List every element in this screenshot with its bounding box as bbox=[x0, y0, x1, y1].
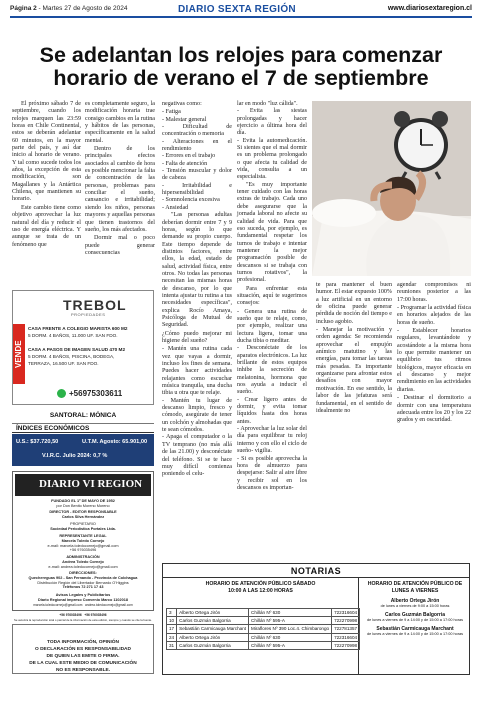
paragraph: "Es muy importante tener cuidado con las horas extras de trabajo. Cada uno debe asegurarse que la jornada laboral no afecte su calidad de vida. Para que eso suceda, por ejemplo, es fundamental respetar los turnos de trabajo e intentar mantener la mejor programación posible de descansos si se trabaja con turnos rotativos", la profesional. bbox=[237, 181, 307, 284]
whatsapp-icon bbox=[57, 389, 66, 398]
contact-phones: +56 976035496 +56 976035496 bbox=[59, 613, 107, 617]
list-item: - Somnolencia excesiva bbox=[162, 197, 220, 204]
list-item: - Dificultad de concentración o memoria bbox=[162, 124, 232, 138]
notary-name: Sebastián Carmicauga Marchant bbox=[376, 626, 454, 632]
usd-index: U.S.: $37.720,50 bbox=[16, 439, 59, 445]
indices-panel bbox=[12, 434, 154, 466]
list-item: - Genera una rutina de sueño que te relaje, como, por ejemplo, realizar una lectura ligera, tomar una ducha tibia o meditar. bbox=[237, 308, 307, 344]
santoral: SANTORAL: MÓNICA bbox=[12, 412, 154, 424]
notarias-title: NOTARIAS bbox=[163, 564, 469, 578]
saturday-table bbox=[166, 608, 360, 650]
legal-rep: REPRESENTANTE LEGAL Marcela Toledo Cornejo e-mail: marcela.toledocornejo@gmail.com +56 976035496 bbox=[47, 534, 119, 553]
paragraph: es completamente seguro, la modificación horaria trae consigo cambios en la rutina y hábitos de las personas, específicamente en la salud mental. bbox=[85, 101, 155, 144]
article-col-6 bbox=[397, 282, 471, 426]
paragraph: - Destinar el dormitorio a dormir con una temperatura adecuada entre los 20 y los 22 grados y en oscuridad. bbox=[397, 395, 471, 424]
list-item: - Mantén una rutina cada vez que vayas a dormir, incluso los fines de semana. Puedes hacer actividades relajantes como escuchar música tranquila, una ducha tibia u otra que te relaje. bbox=[162, 346, 232, 397]
saturday-schedule bbox=[163, 578, 359, 675]
saturday-hours: 10:00 A LAS 12:00 HORAS bbox=[228, 588, 293, 594]
list-item: - Evita las siestas prolongadas y hacer ejercicio a última hora del día. bbox=[237, 108, 307, 137]
tips-list bbox=[237, 101, 307, 182]
article-col-5 bbox=[316, 282, 392, 416]
tips-list bbox=[162, 346, 232, 478]
list-item: - Errores en el trabajo bbox=[162, 153, 216, 160]
list-item: - Tensión muscular y dolor de cabeza bbox=[162, 168, 232, 182]
notarias-box bbox=[162, 563, 470, 675]
founded: FUNDADO EL 1º DE MAYO DE 1952 por Don Benito Moreno Moreno bbox=[51, 499, 115, 508]
man-with-alarm-clock-illustration bbox=[312, 101, 471, 276]
weekday-subtitle: LUNES A VIERNES bbox=[391, 588, 439, 594]
legal-notices: Avisos Legales y Publicitarios Diario Regional impreso Convenio Marco 1102018 bbox=[38, 593, 128, 602]
notary-schedule: de lunes a viernes de 9 a 14:00 y de 15:00 a 17:00 horas bbox=[366, 618, 464, 622]
table-row: 24 Alberto Ortega Jirón Chillán Nº 630 722316604 bbox=[167, 633, 360, 641]
effects-list bbox=[162, 109, 232, 212]
trebol-logo-subtitle: PROPIEDADES bbox=[71, 312, 106, 317]
virc-index: V.I.R.C. Julio 2024: 0,7 % bbox=[42, 453, 108, 459]
utm-index: U.T.M. Agosto: 65.901,00 bbox=[82, 439, 148, 445]
article-col-2 bbox=[85, 101, 155, 258]
weekday-schedule bbox=[360, 578, 470, 675]
article-headline: Se adelantan los relojes para comenzar horario de verano el 7 de septiembre bbox=[39, 43, 443, 90]
paragraph: El próximo sábado 7 de septiembre, cuando los relojes marquen las 23:59 horas en Chile Continental, estos se deberán adelantar 60 minutos, en la mayor parte del país, y así dar inicio al horario de verano. Y tal como sucede todos los años, la excepción de esta modificación, son Magallanes y la Antártica Chilena, que mantienen su horario. bbox=[12, 101, 81, 203]
page-number: Página 2 bbox=[10, 5, 37, 12]
list-item: - Malestar general bbox=[162, 116, 207, 123]
notary-name: Alberto Ortega Jirón bbox=[390, 598, 440, 604]
section-title: DIARIO SEXTA REGIÓN bbox=[178, 4, 296, 15]
list-item: - Apaga el computador o la TV temprano (no más allá de las 21.00) y desconéctate del teléfono. Si se te hace muy difícil comienza poniendo el celu- bbox=[162, 434, 232, 478]
table-row: 3 Alberto Ortega Jirón Chillán Nº 630 722316604 bbox=[167, 609, 360, 617]
table-row: 10 Carlos Guzmán Balgorria Chillán Nº 595-A 722270998 bbox=[167, 617, 360, 625]
ad-line: 5 DORM. 4 BAÑOS, 11.000 UF. SAN FDO. bbox=[28, 333, 118, 338]
notary-schedule: de lunes a viernes de 9:00 a 15:00 horas bbox=[380, 604, 450, 608]
article-col-1 bbox=[12, 101, 81, 250]
paragraph: agendar compromisos ni reuniones posterior a las 17:00 horas. bbox=[397, 282, 471, 303]
paragraph: negativas como: bbox=[162, 101, 202, 107]
disclaimer-box: TODA INFORMACIÓN, OPINIÓN O DECLARACIÓN ES RESPONSABILIDAD DE QUIEN LAS EMITE O FIRMA. DE LA CUAL ESTE MEDIO DE COMUNICACIÓN NO ES RESPONSABLE. bbox=[12, 624, 154, 674]
list-item: - Evita la automedicación. Si sientes que el mal dormir es un problema prolongado o que afecta tu calidad de vida, consulta a un especialista. bbox=[237, 137, 307, 181]
list-item: - Fatiga bbox=[162, 109, 181, 116]
site-url[interactable]: www.diariosextaregion.cl bbox=[387, 5, 472, 12]
list-item: - Si es posible aprovecha la hora de almuerzo para despejarse: Salir al aire libre y recibir sol en los descansos es importan- bbox=[237, 455, 307, 491]
paragraph: "Las personas adultas deberían dormir entre 7 y 9 horas, según lo que demande su propio cuerpo. Este tiempo depende de distintos factores, entre ellos, la edad, estado de salud, actividad física, entre otros. No todas las personas necesitan las mismas horas de descanso, por lo que intenta ajustar tu rutina a tus necesidades específicas", explica Rocío Amaya, Psicóloga de Mutual de Seguridad. bbox=[162, 212, 232, 329]
notary-schedule: de lunes a viernes de 9 a 14:00 y de 15:00 a 17:00 horas bbox=[366, 632, 464, 636]
table-row: 17 Sebastián Carmicauga Marchant Miraflores Nº 390 Loc.4. Chimbarongo 722781357 bbox=[167, 625, 360, 633]
list-item: - Alteraciones en el rendimiento bbox=[162, 138, 232, 153]
trebol-real-estate-ad[interactable] bbox=[12, 290, 154, 405]
paragraph: te para mantener el buen humor. El estar expuesto 100% a luz artificial en un entorno de oficina puede generar pérdida de noción del tiempo e incluso agobio. bbox=[316, 282, 392, 325]
addresses: DIRECCIONES: Quechereguas 902 - San Fernando - Provincia de Colchagua Distribución Región del Libertador Bernardo O'Higgins Teléfonos 72 271 17 43 bbox=[28, 571, 138, 590]
saturday-title: HORARIO DE ATENCIÓN PÚBLICO SÁBADO bbox=[205, 581, 316, 587]
list-item: - Aprovechar la luz solar del día para equilibrar tu reloj interno y con ello el ciclo de sueño- vigilia. bbox=[237, 426, 307, 455]
ad-line: TERRAZA, 16.500 UF. SAN FDO. bbox=[28, 361, 99, 366]
ad-phone[interactable]: +56975303611 bbox=[69, 389, 123, 398]
list-item: - Irritabilidad e hipersensibilidad bbox=[162, 182, 232, 197]
director: DIRECTOR - EDITOR RESPONSABLE Carlos Silva Hernández bbox=[49, 510, 117, 519]
paragraph: Para enfrentar esta situación, aquí te sugerimos consejos: bbox=[237, 285, 307, 307]
list-item: - Desconéctate de los aparatos electrónicos. La luz brillante de estos equipos inhibe la secreción de melatonina, hormona que nos ayuda a inducir el sueño. bbox=[237, 345, 307, 396]
list-item: lar en modo "luz cálida". bbox=[237, 101, 298, 107]
list-item: - Ansiedad bbox=[162, 204, 189, 211]
indices-title: ÍNDICES ECONÓMICOS bbox=[12, 425, 154, 433]
article-col-3 bbox=[162, 101, 232, 479]
reproduction-notice: Se autoriza la reproducción total o parcial de la información de esta edición, siempre y cuando se cite la fuente. bbox=[14, 618, 152, 622]
diario-logo: DIARIO VI REGION bbox=[15, 474, 151, 496]
issue-date: - Martes 27 de Agosto de 2024 bbox=[38, 5, 128, 12]
notary-name: Carlos Guzmán Balgorria bbox=[384, 612, 445, 618]
subheading: ¿Cómo puedo mejorar mi higiene del sueño? bbox=[162, 330, 232, 344]
administration: ADMINISTRACIÓN Andrea Toledo Cornejo e-mail: andrea.toledocornejo@gmail.com bbox=[48, 555, 118, 569]
list-item: - Crear ligero antes de dormir, y evita tomar líquidos hasta dos horas antes. bbox=[237, 396, 307, 425]
table-row: 31 Carlos Guzmán Balgorria Chillán Nº 595-A 722270998 bbox=[167, 641, 360, 649]
vende-banner: VENDE bbox=[13, 324, 25, 384]
ad-line: 5 DORM. 4 BAÑOS, PISCINA, BODEGA, bbox=[28, 354, 115, 359]
article-col-4 bbox=[237, 101, 307, 492]
list-item: - Falta de atención bbox=[162, 160, 208, 167]
ad-line: CASA A PASOS DE IMAGEN SALUD 470 M2 bbox=[28, 347, 126, 352]
article-photo bbox=[312, 101, 471, 276]
weekday-title: HORARIO DE ATENCIÓN PÚBLICO DE bbox=[367, 581, 463, 587]
paragraph: Dentro de los principales efectos asociados al cambio de hora es posible mencionar la falta de concentración de las personas, problemas para conciliar el sueño, cansancio e irritabilidad; siendo los niños, personas mayores y aquellas personas que tienen trastornos del sueño, los más afectados. bbox=[85, 146, 155, 233]
advice-list bbox=[237, 309, 307, 493]
paragraph: - Programar la actividad física en horarios alejados de las horas de sueño. bbox=[397, 305, 471, 326]
owner: PROPIETARIO Sociedad Periodística Portales Ltda. bbox=[50, 522, 116, 531]
ad-line: CASA FRENTE A COLEGIO MARISTA 600 M2 bbox=[28, 326, 128, 331]
contact-emails: marcela.toledocornejo@gmail.com andrea.toledocornejo@gmail.com bbox=[33, 603, 133, 607]
paragraph: Este cambio tiene como objetivo aprovechar la luz natural del día y reducir el uso de energía eléctrica. Y aunque se trata de un fenómeno que bbox=[12, 204, 81, 248]
trebol-logo: TREBOL bbox=[63, 297, 127, 313]
paragraph: Dormir mal o poco puede generar consecuencias bbox=[85, 235, 155, 256]
paragraph: - Establecer horarios regulares, levantándote y acostándote a la misma hora lo que permite mantener un equilibrio tus ritmos biológicos, mayor eficacia en el descanso y mejor rendimiento en las actividades diarias. bbox=[397, 328, 471, 393]
paragraph: - Manejar la motivación y orden agenda: Se recomienda aprovechar el empujón anímico matutino y las energías, para tomar las tareas más pesadas. Es importante organizarse para afrontar estos desafíos con mayor motivación. En ese sentido, la labor de las jefaturas será fundamental, en el sentido de idealmente no bbox=[316, 327, 392, 414]
newspaper-credits bbox=[12, 471, 154, 611]
list-item: - Mantén tu lugar de descanso limpio, fresco y cómodo, asegúrate de tener un colchón y almohadas que te sean cómodos. bbox=[162, 397, 232, 434]
masthead bbox=[10, 4, 472, 18]
